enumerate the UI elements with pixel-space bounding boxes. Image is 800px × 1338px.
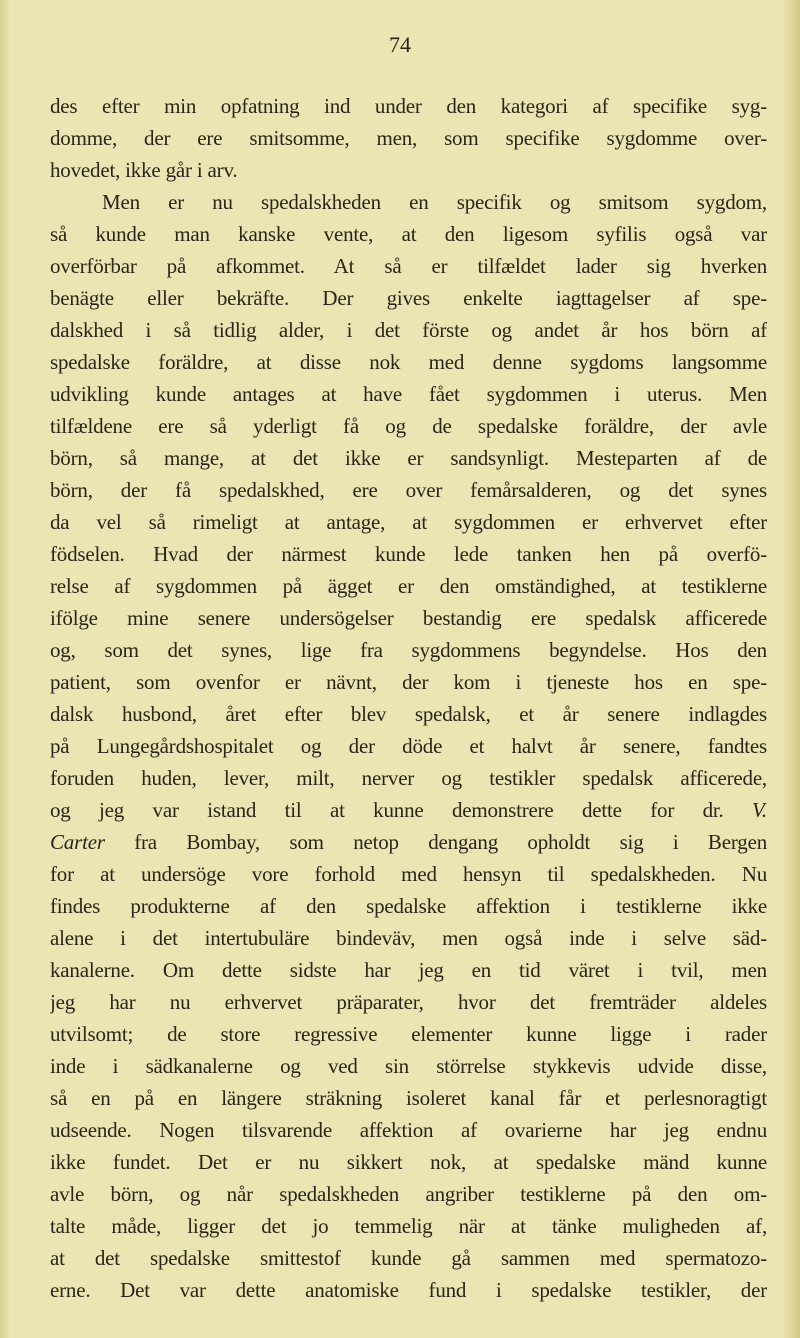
text-line <box>50 986 767 1018</box>
text-line <box>50 890 767 922</box>
text-line <box>50 90 767 122</box>
text-line <box>50 1178 767 1210</box>
line-text: udseende. Nogen tilsvarende affektion af ovarierne har jeg endnu <box>50 1118 767 1142</box>
text-line <box>50 1210 767 1242</box>
text-line <box>50 538 767 570</box>
line-text: og, som det synes, lige fra sygdommens begyndelse. Hos den <box>50 638 767 662</box>
text-line <box>50 1018 767 1050</box>
text-line <box>50 634 767 666</box>
text-line <box>50 730 767 762</box>
text-line <box>50 1242 767 1274</box>
line-text: for at undersöge vore forhold med hensyn til spedalskheden. Nu <box>50 862 767 886</box>
line-text: relse af sygdommen på ägget er den omständighed, at testiklerne <box>50 574 767 598</box>
line-text: så kunde man kanske vente, at den ligesom syfilis også var <box>50 222 767 246</box>
text-line <box>50 954 767 986</box>
italic-name: V. <box>752 798 767 822</box>
line-text: erne. Det var dette anatomiske fund i spedalske testikler, der <box>50 1278 767 1302</box>
text-line <box>50 474 767 506</box>
line-text: avle börn, og når spedalskheden angriber testiklerne på den om- <box>50 1182 767 1206</box>
text-line <box>50 1082 767 1114</box>
line-text: kanalerne. Om dette sidste har jeg en tid väret i tvil, men <box>50 958 767 982</box>
line-text: ifölge mine senere undersögelser bestandig ere spedalsk afficerede <box>50 606 767 630</box>
line-text: udvikling kunde antages at have fået sygdommen i uterus. Men <box>50 382 767 406</box>
page-edge-left <box>0 0 10 1338</box>
text-line <box>50 218 767 250</box>
line-text: födselen. Hvad der närmest kunde lede tanken hen på overfö- <box>50 542 767 566</box>
line-text: alene i det intertubuläre bindeväv, men også inde i selve säd- <box>50 926 767 950</box>
line-text: jeg har nu erhvervet präparater, hvor det fremträder aldeles <box>50 990 767 1014</box>
line-text: og jeg var istand til at kunne demonstrere dette for dr. <box>50 798 753 822</box>
page-number: 74 <box>389 32 411 57</box>
line-text: talte måde, ligger det jo temmelig när at tänke muligheden af, <box>50 1214 767 1238</box>
text-line <box>50 122 767 154</box>
line-text: spedalske foräldre, at disse nok med denne sygdoms langsomme <box>50 350 767 374</box>
text-line <box>50 826 767 858</box>
text-line <box>50 698 767 730</box>
line-text: findes produkterne af den spedalske affektion i testiklerne ikke <box>50 894 767 918</box>
line-text: ikke fundet. Det er nu sikkert nok, at spedalske mänd kunne <box>50 1150 767 1174</box>
text-line <box>50 314 767 346</box>
line-text: at det spedalske smittestof kunde gå sammen med spermatozo- <box>50 1246 767 1270</box>
text-line <box>50 602 767 634</box>
text-line <box>50 858 767 890</box>
text-line <box>50 250 767 282</box>
page-edge-right <box>782 0 800 1338</box>
line-text: inde i sädkanalerne og ved sin störrelse stykkevis udvide disse, <box>50 1054 767 1078</box>
text-line <box>50 1274 767 1306</box>
line-text: på Lungegårdshospitalet og der döde et halvt år senere, fandtes <box>50 734 767 758</box>
text-line <box>50 378 767 410</box>
text-line <box>50 794 767 826</box>
line-text: börn, der få spedalskhed, ere over femårsalderen, og det synes <box>50 478 767 502</box>
line-text: domme, der ere smitsomme, men, som specifike sygdomme over- <box>50 126 767 150</box>
line-text: da vel så rimeligt at antage, at sygdommen er erhvervet efter <box>50 510 767 534</box>
line-text: foruden huden, lever, milt, nerver og testikler spedalsk afficerede, <box>50 766 767 790</box>
italic-name: Carter <box>50 830 105 854</box>
text-line <box>50 282 767 314</box>
line-text: benägte eller bekräfte. Der gives enkelte iagttagelser af spe- <box>50 286 767 310</box>
line-text: hovedet, ikke går i arv. <box>50 158 238 182</box>
text-line <box>50 410 767 442</box>
line-text: så en på en längere sträkning isoleret kanal får et perlesnoragtigt <box>50 1086 767 1110</box>
text-line <box>50 1050 767 1082</box>
text-line <box>50 762 767 794</box>
line-text: patient, som ovenfor er nävnt, der kom i tjeneste hos en spe- <box>50 670 767 694</box>
text-line <box>50 346 767 378</box>
text-line <box>50 442 767 474</box>
line-text: börn, så mange, at det ikke er sandsynligt. Mesteparten af de <box>50 446 767 470</box>
text-line <box>50 922 767 954</box>
line-text: tilfældene ere så yderligt få og de spedalske foräldre, der avle <box>50 414 767 438</box>
text-line <box>50 186 767 218</box>
text-line <box>50 1146 767 1178</box>
line-text: dalsk husbond, året efter blev spedalsk, et år senere indlagdes <box>50 702 767 726</box>
text-line <box>50 1114 767 1146</box>
text-line <box>50 570 767 602</box>
line-text: utvilsomt; de store regressive elementer kunne ligge i rader <box>50 1022 767 1046</box>
text-line <box>50 506 767 538</box>
line-text: fra Bombay, som netop dengang opholdt sig i Bergen <box>104 830 767 854</box>
line-text: dalskhed i så tidlig alder, i det förste og andet år hos börn af <box>50 318 767 342</box>
body-text <box>50 90 767 1306</box>
line-text: Men er nu spedalskheden en specifik og smitsom sygdom, <box>102 190 767 214</box>
line-text: overförbar på afkommet. At så er tilfældet lader sig hverken <box>50 254 767 278</box>
text-line <box>50 666 767 698</box>
text-line <box>50 154 767 186</box>
line-text: des efter min opfatning ind under den kategori af specifike syg- <box>50 94 767 118</box>
